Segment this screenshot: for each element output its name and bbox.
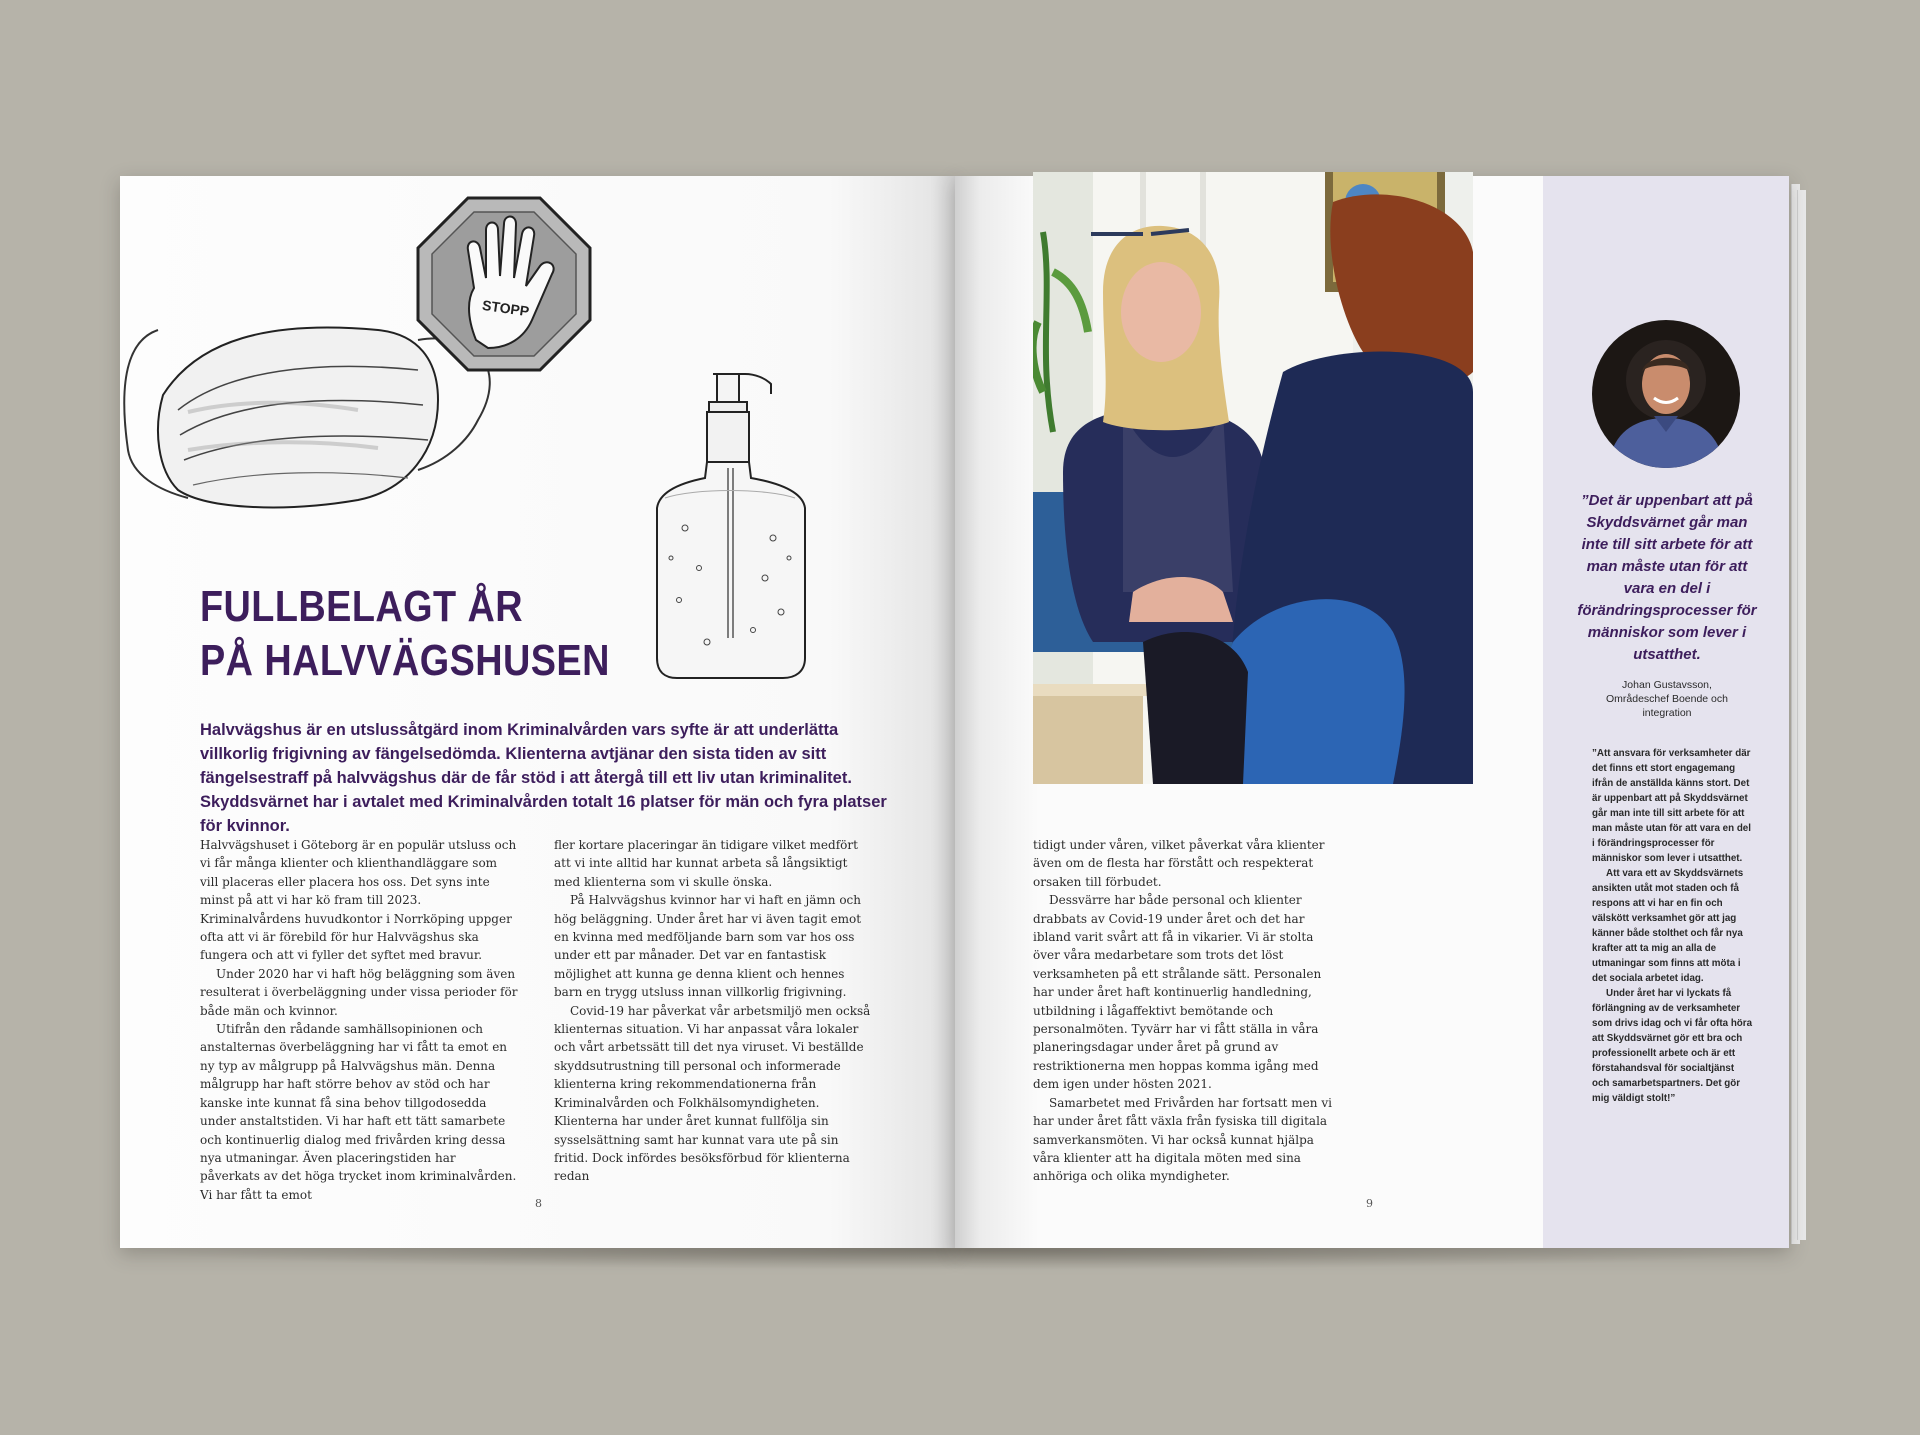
- page-number-right: 9: [1366, 1197, 1373, 1210]
- paragraph: Att vara ett av Skyddsvärnets ansikten utåt mot staden och få respons att vi har en fin och välskött verksamhet gör att jag känner både stolthet och får nya krafter att ta mig an alla de utmaningar som finns att möta i det sociala arbetet idag.: [1592, 868, 1744, 984]
- quote-attribution: [1583, 678, 1751, 720]
- left-column-2: [554, 836, 872, 1186]
- stop-sign-text: STOPP: [481, 296, 531, 320]
- article-ingress: Halvvägshus är en utslussåtgärd inom Kriminalvården vars syfte är att underlätta villkorlig frigivning av fängelsedömda. Klienterna avtjänar den sista tiden av sitt fängelsestraff på halvvägshus där de får stöd i att återgå till ett liv utan kriminalitet. Skyddsvärnet har i avtalet med Kriminalvården totalt 16 platser för män och fyra platser för kvinnor.: [200, 721, 887, 835]
- attribution-line: Johan Gustavsson,: [1622, 679, 1712, 691]
- avatar: [1592, 320, 1740, 468]
- right-column: [1033, 836, 1337, 1186]
- hand-sanitizer-illustration: [655, 368, 815, 684]
- attribution-line: Områdeschef Boende och: [1606, 693, 1728, 705]
- paragraph: ”Att ansvara för verksamheter där det finns ett stort engagemang ifrån de anställda känns stort. Det är uppenbart att på Skyddsvärnet går man inte till sitt arbete för att man måste utan för att vara en del i förändringsprocesser för människor som lever i utsatthet.: [1592, 748, 1751, 864]
- paragraph: Covid-19 har påverkat vår arbetsmiljö men också klienternas situation. Vi har anpassat våra lokaler och vårt arbetssätt till det nya viruset. Vi beställde skyddsutrustning till personal och informerade klienterna kring rekommendationerna från Kriminalvården och Folkhälsomyndigheten. Klienterna har under året kunnat fullfölja sin sysselsättning samt har kunnat vara ute på sin fritid. Dock infördes besöksförbud för klienterna redan: [554, 1003, 871, 1184]
- paragraph: Under året har vi lyckats få förlängning av de verksamheter som drivs idag och vi får ofta höra att Skyddsvärnet gör ett bra och professionellt arbete och är ett förstahandsval för socialtjänst och samarbetspartners. Det gör mig väldigt stolt!”: [1592, 988, 1753, 1104]
- interview-photo: [1033, 172, 1473, 784]
- paragraph: tidigt under våren, vilket påverkat våra klienter även om de flesta har förstått och respekterat orsaken till förbudet.: [1033, 838, 1325, 889]
- title-line-2: PÅ HALVVÄGSHUSEN: [200, 636, 610, 685]
- paragraph: Dessvärre har både personal och klienter drabbats av Covid-19 under året och det har ibland varit svårt att få in vikarier. Vi är stolta över våra medarbetare som trots det löst verksamheten på ett strålande sätt. Personalen har under året haft kontinuerlig handledning, utbildning i lågaffektivt bemötande och personalmöten. Tyvärr har vi fått ställa in våra planeringsdagar under året på grund av restriktionerna men hoppas komma igång med dem igen under hösten 2021.: [1033, 893, 1322, 1092]
- paragraph: Under 2020 har vi haft hög beläggning som även resulterat i överbeläggning under vissa perioder för både män och kvinnor.: [200, 966, 518, 1018]
- page-number-left: 8: [535, 1197, 542, 1210]
- paragraph: Halvvägshuset i Göteborg är en populär utsluss och vi får många klienter och klienthandläggare som vill placeras eller placera hos oss. Det syns inte minst på att vi har kö fram till 2023. Kriminalvårdens huvudkontor i Norrköping uppger ofta att vi är förebild för hur Halvvägshus ska fungera och att vi fyller det syftet med bravur.: [200, 838, 517, 963]
- paragraph: På Halvvägshus kvinnor har vi haft en jämn och hög beläggning. Under året har vi även tagit emot en kvinna med medföljande barn som var hos oss under ett par månader. Det var en fantastisk möjlighet att kunna ge denna klient och hennes barn en trygg utsluss innan villkorlig frigivning.: [554, 893, 862, 1000]
- sidebar-body: [1592, 746, 1754, 1106]
- title-line-1: FULLBELAGT ÅR: [200, 582, 523, 631]
- pull-quote: ”Det är uppenbart att på Skyddsvärnet går man inte till sitt arbete för att man måste utan för att vara en del i förändringsprocesser för människor som lever i utsatthet.: [1577, 492, 1757, 663]
- paragraph: Utifrån den rådande samhällsopinionen och anstalternas överbeläggning har vi fått ta emot en ny typ av målgrupp på Halvvägshus män. Denna målgrupp har haft större behov av stöd och har kanske inte kunnat få sina behov tillgodosedda under anstaltstiden. Vi har haft ett tätt samarbete och kontinuerlig dialog med frivården kring dessa nya utmaningar. Även placeringstiden har påverkats av det höga trycket inom kriminalvården. Vi har fått ta emot: [200, 1022, 517, 1202]
- paragraph: fler kortare placeringar än tidigare vilket medfört att vi inte alltid har kunnat arbeta så långsiktigt med klienterna som vi skulle önska.: [554, 838, 858, 889]
- paragraph: Samarbetet med Frivården har fortsatt men vi har under året fått växla från fysiska till digitala samverkansmöten. Vi har också kunnat hjälpa våra klienter att ha digitala möten med sina anhöriga och olika myndigheter.: [1033, 1095, 1332, 1184]
- left-column-1: [200, 836, 518, 1204]
- stop-sign-illustration: [408, 190, 598, 380]
- attribution-line: integration: [1642, 707, 1692, 719]
- page-edge: [1797, 190, 1806, 1240]
- article-title: [200, 580, 610, 688]
